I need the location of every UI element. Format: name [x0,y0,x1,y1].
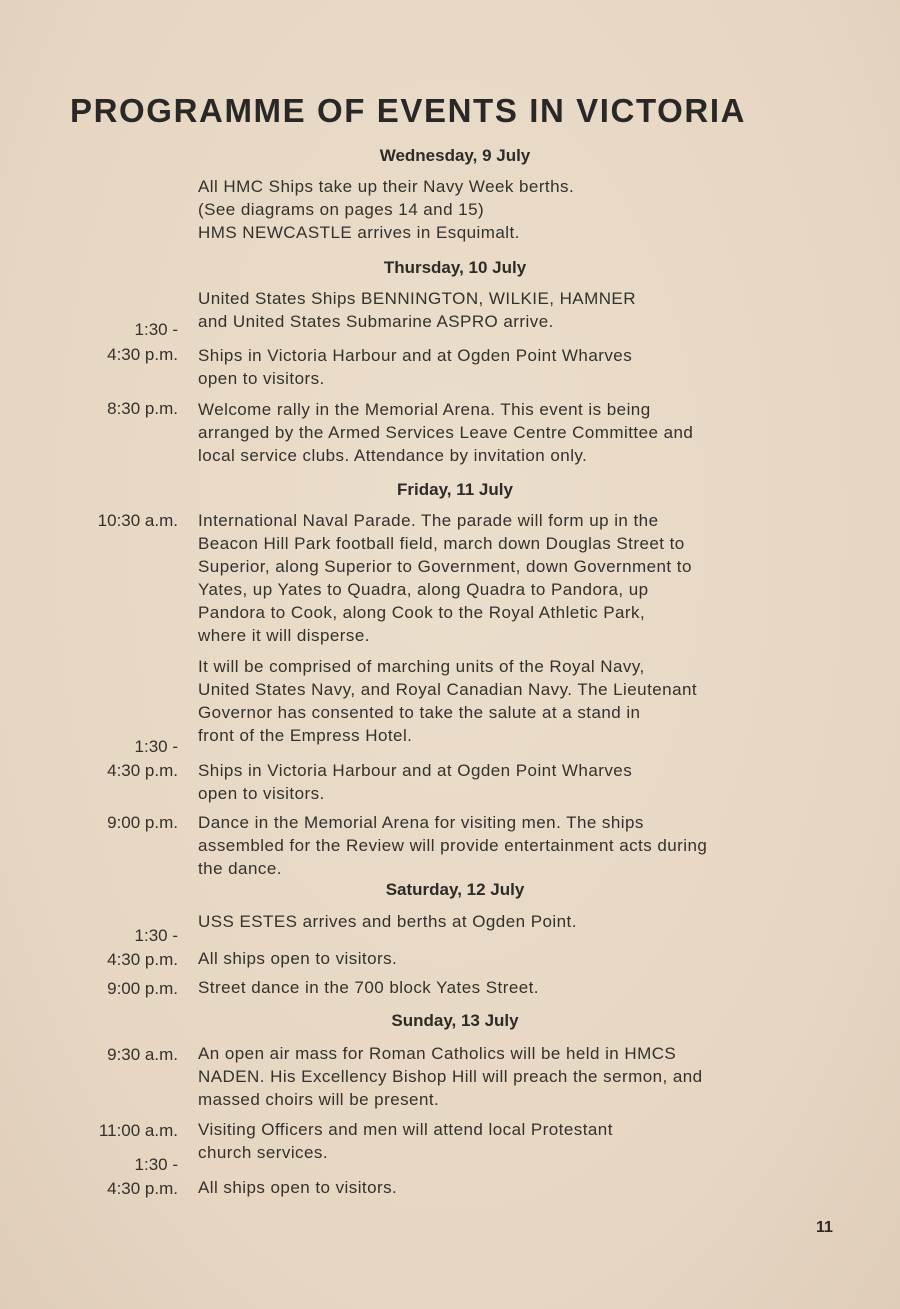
day-heading-sunday: Sunday, 13 July [391,1011,519,1030]
page-number: 11 [816,1219,833,1236]
event-line: Beacon Hill Park football field, march down Douglas Street to [198,534,685,553]
event-text [198,1042,848,1111]
event-text [198,976,848,999]
event-line: Welcome rally in the Memorial Arena. This event is being [198,400,651,419]
event-line: massed choirs will be present. [198,1090,440,1109]
event-line: assembled for the Review will provide entertainment acts during [198,836,708,855]
event-line: and United States Submarine ASPRO arrive. [198,312,554,331]
event-line: Pandora to Cook, along Cook to the Royal Athletic Park, [198,603,646,622]
event-time-start: 1:30 - [134,926,178,945]
event-line: Ships in Victoria Harbour and at Ogden Point Wharves [198,761,633,780]
event-text [198,947,848,970]
event-line: Superior, along Superior to Government, down Government to [198,557,692,576]
event-time: 9:30 a.m. [107,1045,178,1064]
event-text [198,1118,848,1164]
event-line: It will be comprised of marching units of the Royal Navy, [198,657,645,676]
event-line: All HMC Ships take up their Navy Week berths. [198,177,575,196]
event-line: open to visitors. [198,784,325,803]
event-line: arranged by the Armed Services Leave Centre Committee and [198,423,694,442]
event-text [198,910,848,933]
day-heading-thursday: Thursday, 10 July [383,258,527,277]
event-time: 4:30 p.m. [107,1179,178,1198]
event-line: church services. [198,1143,329,1162]
event-text [198,811,848,880]
event-time: 9:00 p.m. [107,979,178,998]
event-line: Yates, up Yates to Quadra, along Quadra to Pandora, up [198,580,649,599]
event-line: All ships open to visitors. [198,949,398,968]
event-text [198,759,848,805]
event-time-start: 1:30 - [134,737,178,756]
event-text [198,344,848,390]
event-text [198,509,848,647]
event-text [198,287,848,333]
event-time: 10:30 a.m. [97,511,178,530]
event-line: local service clubs. Attendance by invitation only. [198,446,588,465]
event-line: Governor has consented to take the salute at a stand in [198,703,641,722]
day-heading-friday: Friday, 11 July [397,480,513,499]
event-time-start: 1:30 - [134,1155,178,1174]
event-text [198,1176,848,1199]
event-time: 9:00 p.m. [107,813,178,832]
event-time: 8:30 p.m. [107,399,178,418]
event-time: 4:30 p.m. [107,345,178,364]
event-line: All ships open to visitors. [198,1178,398,1197]
event-line: front of the Empress Hotel. [198,726,413,745]
day-heading-wednesday: Wednesday, 9 July [379,146,531,165]
event-line: NADEN. His Excellency Bishop Hill will preach the sermon, and [198,1067,703,1086]
event-time: 4:30 p.m. [107,950,178,969]
event-line: An open air mass for Roman Catholics will be held in HMCS [198,1044,677,1063]
event-text [198,398,848,467]
event-line: Dance in the Memorial Arena for visiting men. The ships [198,813,644,832]
event-line: the dance. [198,859,282,878]
event-line: (See diagrams on pages 14 and 15) [198,200,485,219]
day-heading-saturday: Saturday, 12 July [385,880,525,899]
event-line: United States Navy, and Royal Canadian Navy. The Lieutenant [198,680,698,699]
event-line: USS ESTES arrives and berths at Ogden Point. [198,912,577,931]
event-line: Visiting Officers and men will attend local Protestant [198,1120,613,1139]
event-time: 11:00 a.m. [98,1121,178,1140]
event-time-start: 1:30 - [134,320,178,339]
event-text [198,175,848,244]
event-line: Ships in Victoria Harbour and at Ogden Point Wharves [198,346,633,365]
event-line: Street dance in the 700 block Yates Street. [198,978,539,997]
event-line: open to visitors. [198,369,325,388]
event-line: International Naval Parade. The parade will form up in the [198,511,659,530]
event-line: United States Ships BENNINGTON, WILKIE, HAMNER [198,289,636,308]
event-line: where it will disperse. [198,626,370,645]
page-title: PROGRAMME OF EVENTS IN VICTORIA [70,92,747,129]
event-line: HMS NEWCASTLE arrives in Esquimalt. [198,223,520,242]
event-text [198,655,848,747]
event-time: 4:30 p.m. [107,761,178,780]
